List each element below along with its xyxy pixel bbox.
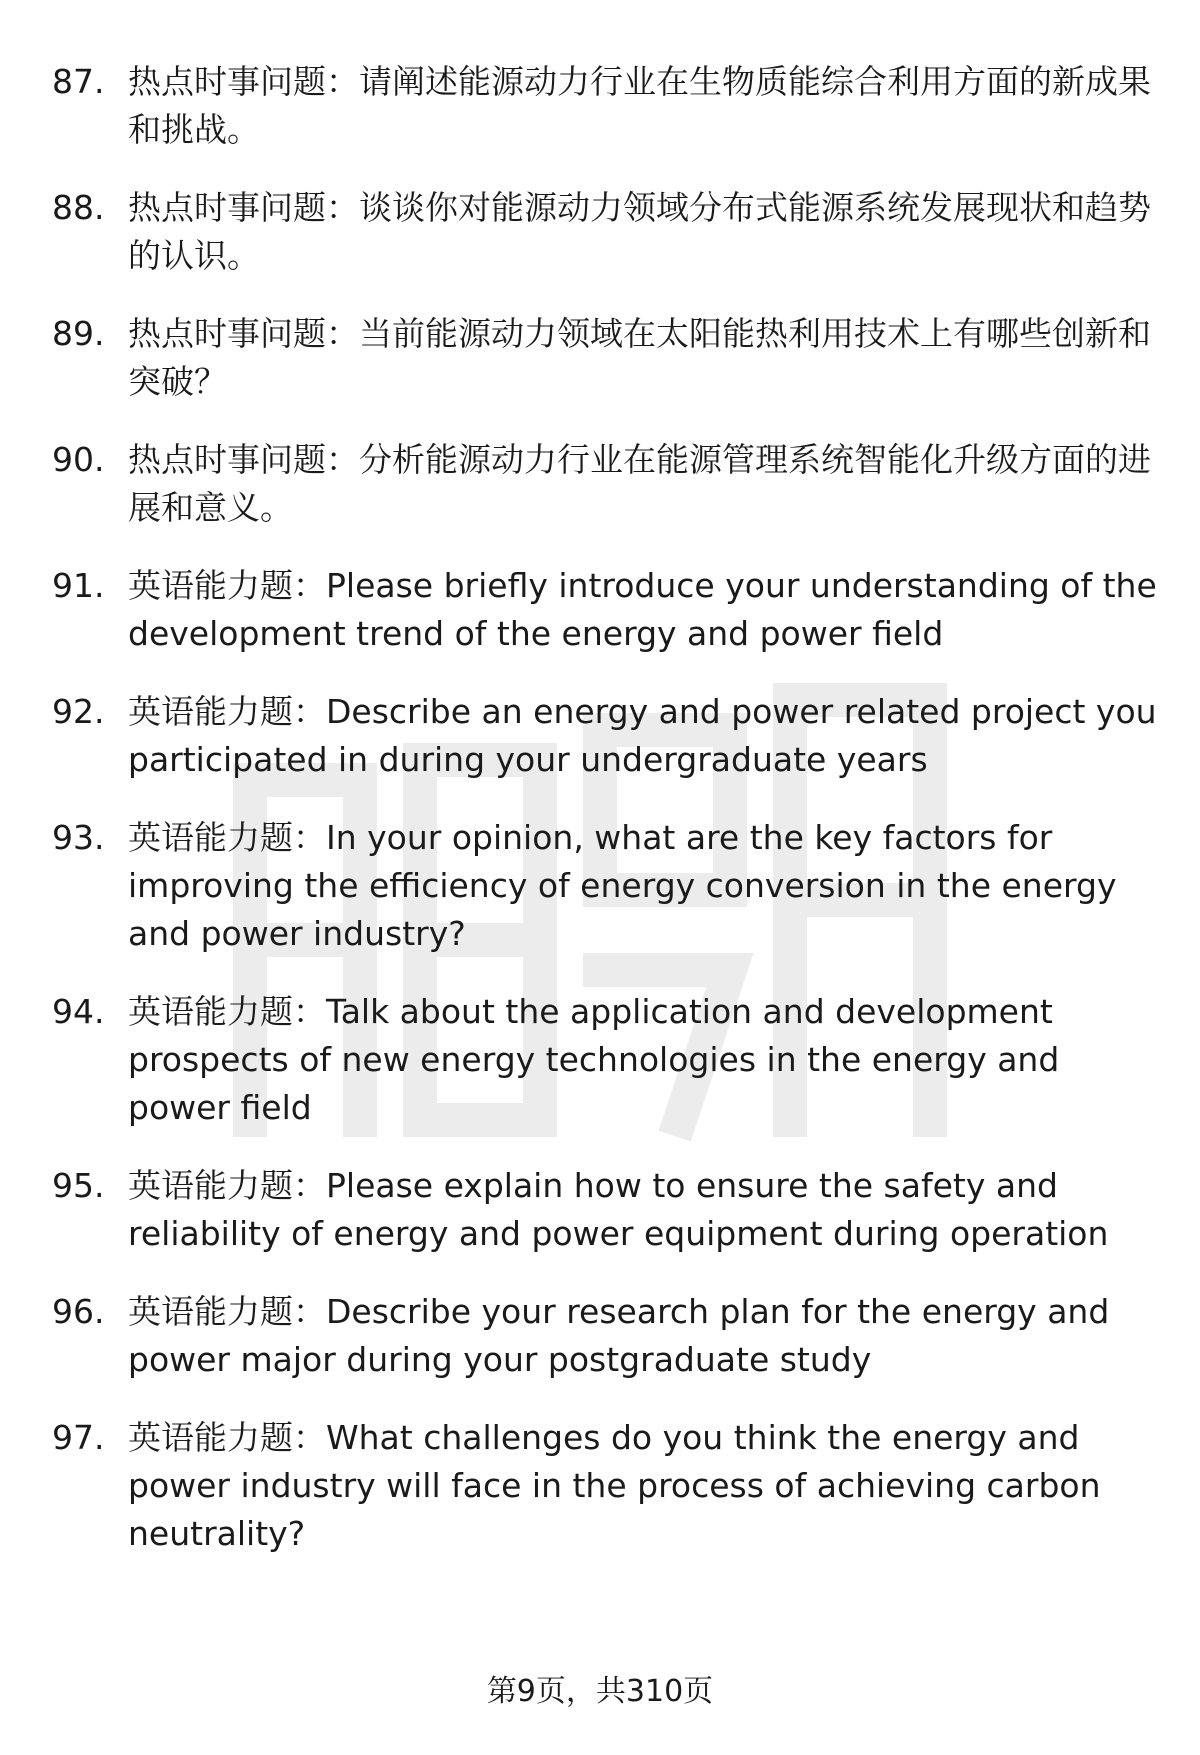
question-category: 热点时事问题： <box>128 440 359 479</box>
question-body <box>128 1414 1162 1558</box>
question-item <box>52 310 1162 406</box>
question-text: Describe an energy and power related project you participated in during your undergraduate years <box>128 692 1157 779</box>
question-text: 当前能源动力领域在太阳能热利用技术上有哪些创新和突破？ <box>128 314 1151 401</box>
question-category: 英语能力题： <box>128 992 326 1031</box>
question-number: 97. <box>52 1418 105 1457</box>
question-category: 英语能力题： <box>128 566 326 605</box>
question-category: 英语能力题： <box>128 1418 326 1457</box>
question-number: 91. <box>52 566 105 605</box>
question-number: 87. <box>52 62 105 101</box>
question-item <box>52 988 1162 1132</box>
question-number: 94. <box>52 992 105 1031</box>
question-item <box>52 58 1162 154</box>
question-body <box>128 1288 1162 1384</box>
question-number: 95. <box>52 1166 105 1205</box>
question-category: 英语能力题： <box>128 1166 326 1205</box>
question-list <box>52 58 1162 1588</box>
question-body <box>128 688 1162 784</box>
question-item <box>52 814 1162 958</box>
question-number: 90. <box>52 440 105 479</box>
question-text: Please explain how to ensure the safety and reliability of energy and power equipment during operation <box>128 1166 1109 1253</box>
question-body <box>128 814 1162 958</box>
question-category: 热点时事问题： <box>128 62 359 101</box>
question-number: 92. <box>52 692 105 731</box>
question-item <box>52 1414 1162 1558</box>
question-item <box>52 688 1162 784</box>
question-text: What challenges do you think the energy and power industry will face in the process of achieving carbon neutrality? <box>128 1418 1101 1553</box>
question-body <box>128 184 1162 280</box>
question-body <box>128 58 1162 154</box>
question-body <box>128 1162 1162 1258</box>
question-body <box>128 562 1162 658</box>
question-body <box>128 988 1162 1132</box>
question-item <box>52 436 1162 532</box>
page-number-label: 第9页，共310页 <box>486 1674 714 1709</box>
question-category: 英语能力题： <box>128 818 326 857</box>
question-item <box>52 184 1162 280</box>
question-item <box>52 1162 1162 1258</box>
question-text: Describe your research plan for the energy and power major during your postgraduate study <box>128 1292 1110 1379</box>
question-number: 88. <box>52 188 105 227</box>
question-text: 请阐述能源动力行业在生物质能综合利用方面的新成果和挑战。 <box>128 62 1151 149</box>
question-text: 分析能源动力行业在能源管理系统智能化升级方面的进展和意义。 <box>128 440 1151 527</box>
question-body <box>128 436 1162 532</box>
page-footer <box>0 1670 1200 1714</box>
question-category: 英语能力题： <box>128 692 326 731</box>
question-item <box>52 1288 1162 1384</box>
question-text: Talk about the application and development prospects of new energy technologies in the energy and power field <box>128 992 1060 1127</box>
question-text: 谈谈你对能源动力领域分布式能源系统发展现状和趋势的认识。 <box>128 188 1151 275</box>
question-number: 89. <box>52 314 105 353</box>
question-number: 96. <box>52 1292 105 1331</box>
question-text: Please briefly introduce your understanding of the development trend of the energy and power field <box>128 566 1157 653</box>
question-number: 93. <box>52 818 105 857</box>
question-category: 热点时事问题： <box>128 188 359 227</box>
question-item <box>52 562 1162 658</box>
question-category: 英语能力题： <box>128 1292 326 1331</box>
question-category: 热点时事问题： <box>128 314 359 353</box>
question-body <box>128 310 1162 406</box>
question-text: In your opinion, what are the key factors for improving the efficiency of energy conversion in the energy and power industry? <box>128 818 1117 953</box>
